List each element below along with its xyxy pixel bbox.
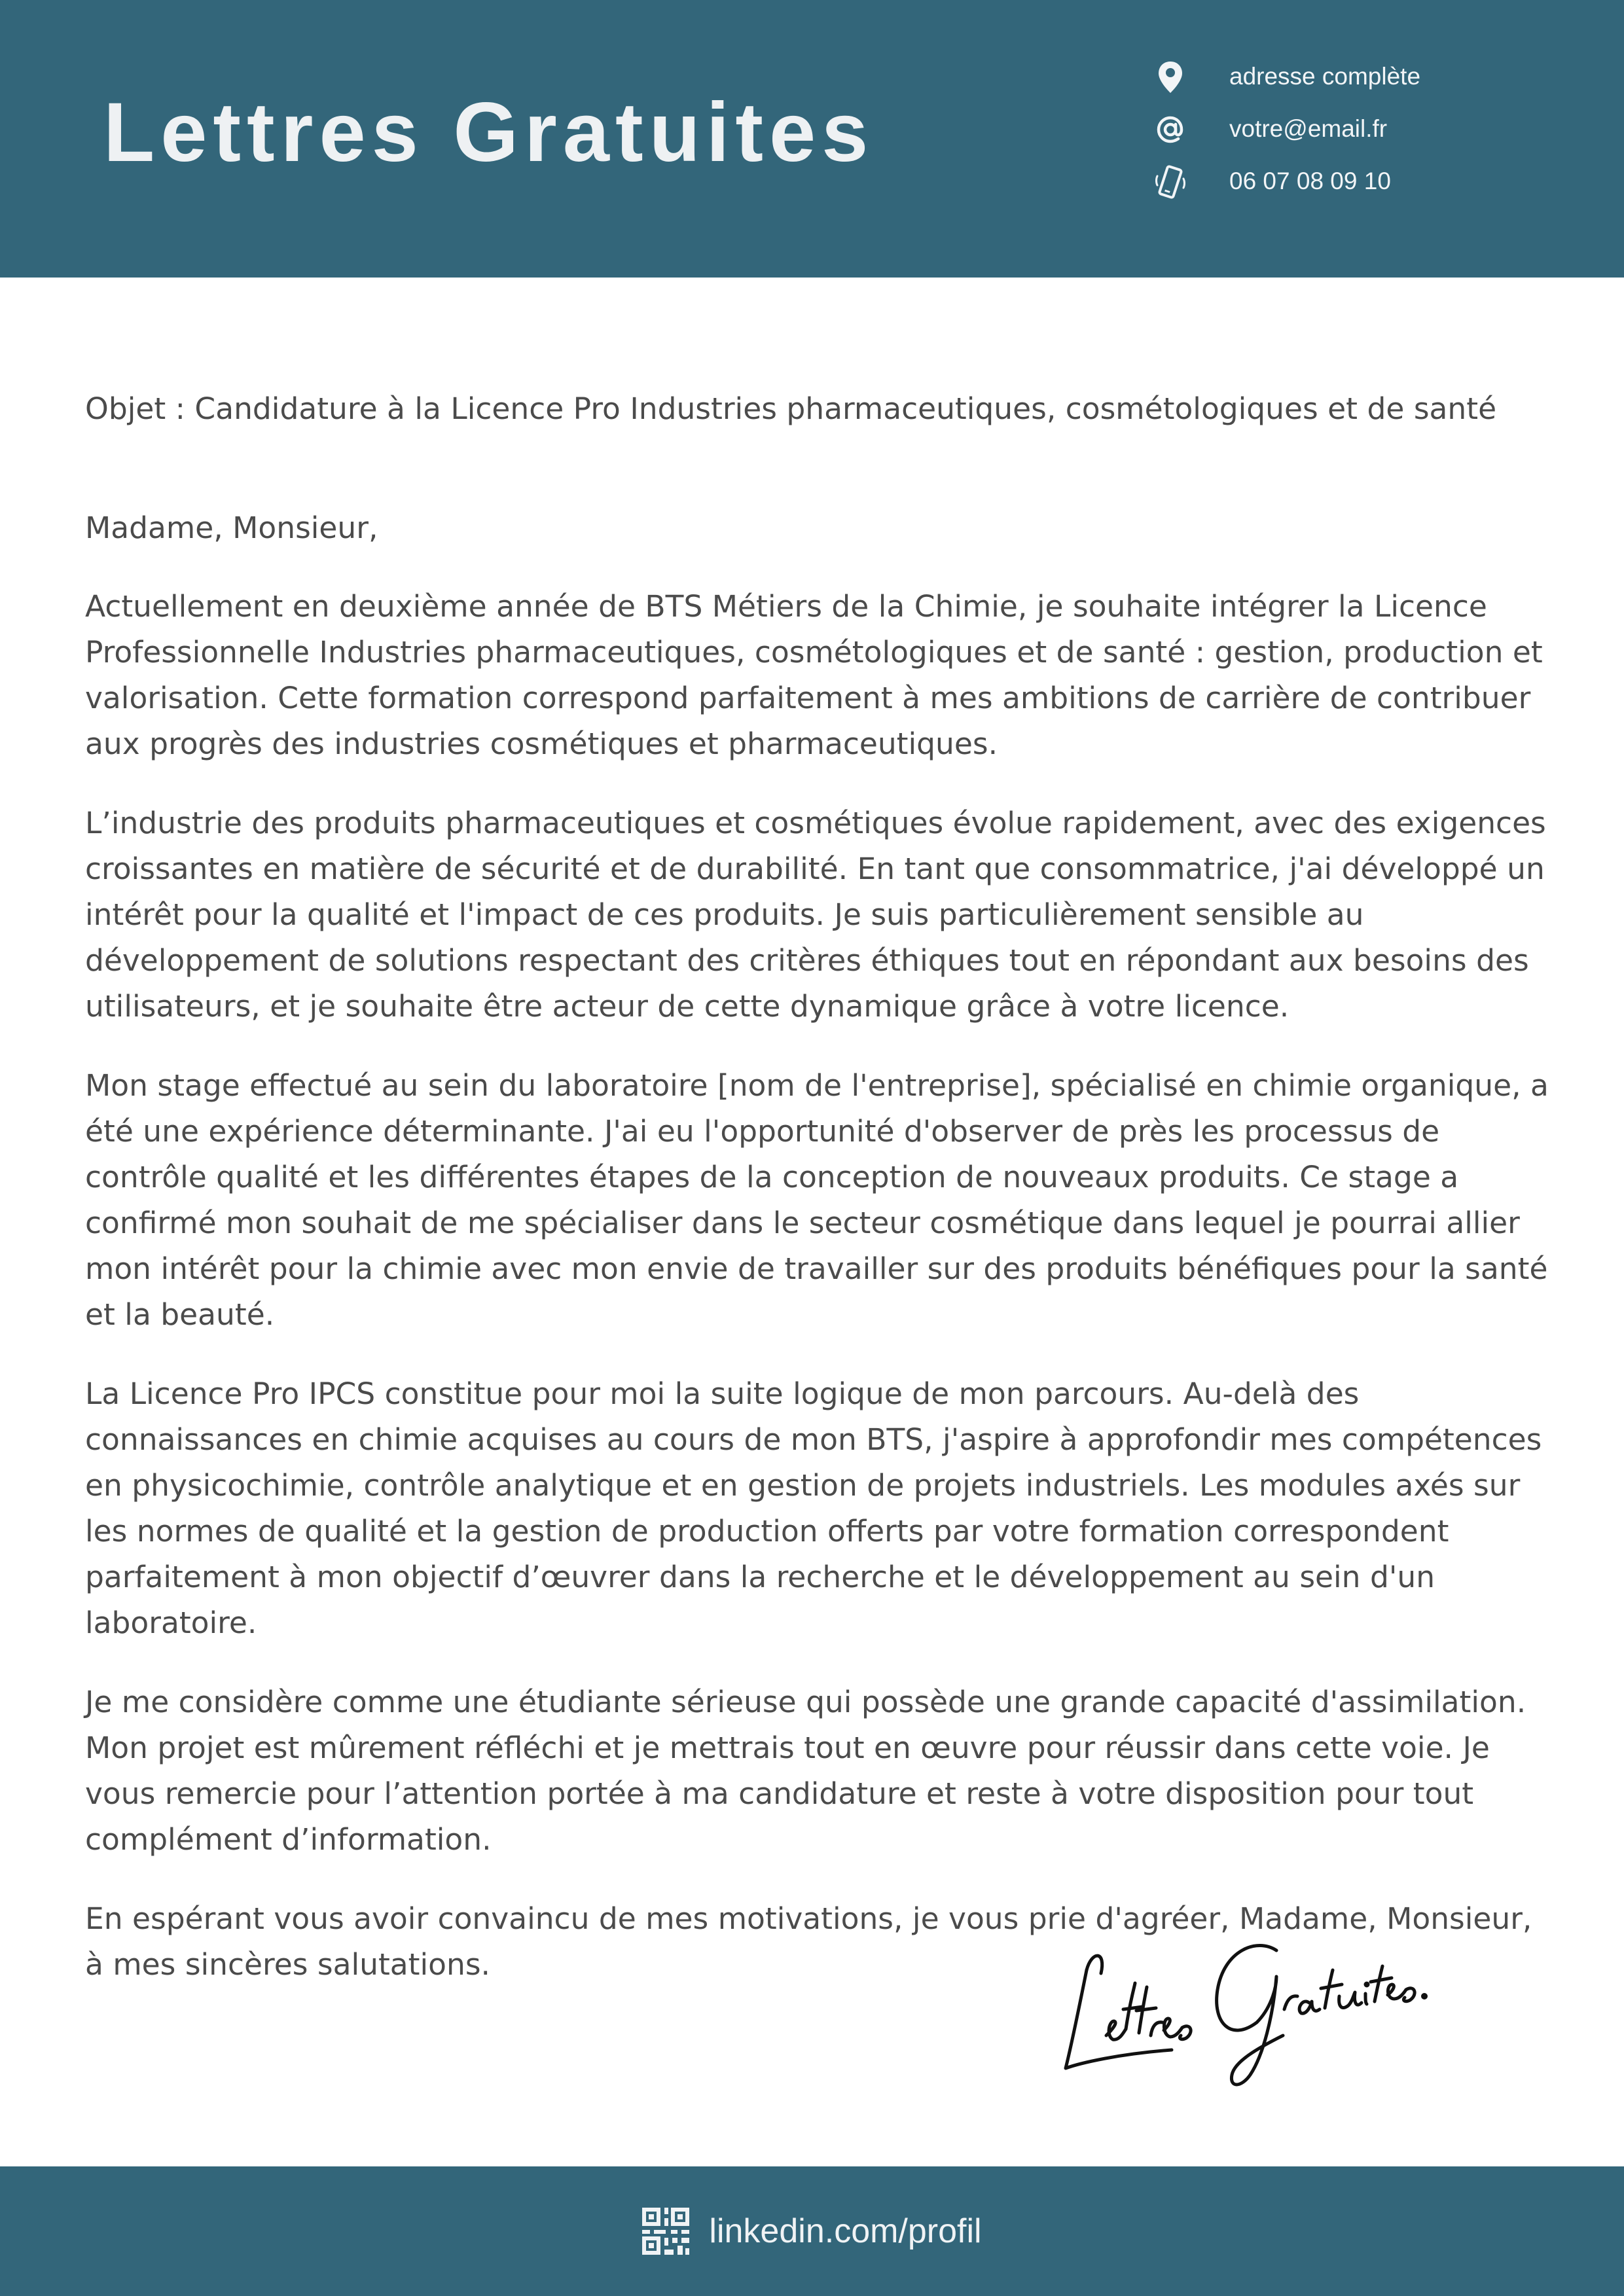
contact-row-email [1152,106,1597,158]
contact-row-phone [1152,158,1597,211]
phone-icon [1152,164,1189,200]
contact-email: votre@email.fr [1229,115,1388,142]
letter-paragraph-1: Actuellement en deuxième année de BTS Métiers de la Chimie, je souhaite intégrer la Licence Professionnelle Industries pharmaceutiques, cosmétologiques et de santé : gestion, production et valorisation. Cette formation correspond parfaitement à mes ambitions de carrière de contribuer aux progrès des industries cosmétiques et pharmaceutiques. [85,589,1543,761]
linkedin-link[interactable]: linkedin.com/profil [709,2212,982,2250]
letter-body [85,386,1551,2021]
footer-band [0,2166,1624,2296]
contact-row-address [1152,54,1597,106]
contact-phone: 06 07 08 09 10 [1229,168,1391,194]
qr-code-icon [642,2208,689,2255]
letter-paragraph-6: En espérant vous avoir convaincu de mes motivations, je vous prie d'agréer, Madame, Monsieur, à mes sincères salutations. [85,1901,1532,1982]
at-sign-icon [1152,111,1189,148]
letter-paragraph-2: L’industrie des produits pharmaceutiques et cosmétiques évolue rapidement, avec des exigences croissantes en matière de sécurité et de durabilité. En tant que consommatrice, j'ai développé un intérêt pour la qualité et l'impact de ces produits. Je suis particulièrement sensible au développement de solutions respectant des critères éthiques tout en répondant aux besoins des utilisateurs, et je souhaite être acteur de cette dynamique grâce à votre licence. [85,806,1546,1024]
brand-title: Lettres Gratuites [103,86,875,179]
contact-block [1152,54,1597,211]
letter-paragraph-3: Mon stage effectué au sein du laboratoire [nom de l'entreprise], spécialisé en chimie organique, a été une expérience déterminante. J'ai eu l'opportunité d'observer de près les processus de contrôle qualité et les différentes étapes de la conception de nouveaux produits. Ce stage a confirmé mon souhait de me spécialiser dans le secteur cosmétique dans lequel je pourrai allier mon intérêt pour la chimie avec mon envie de travailler sur des produits bénéfiques pour la santé et la beauté. [85,1068,1549,1332]
letter-paragraph-5: Je me considère comme une étudiante sérieuse qui possède une grande capacité d'assimilation. Mon projet est mûrement réfléchi et je mettrais tout en œuvre pour réussir dans cette voie. Je vous remercie pour l’attention portée à ma candidature et reste à votre disposition pour tout complément d’information. [85,1685,1526,1857]
location-pin-icon [1152,59,1189,96]
letter-salutation: Madame, Monsieur, [85,511,378,545]
letter-paragraph-4: La Licence Pro IPCS constitue pour moi la suite logique de mon parcours. Au-delà des connaissances en chimie acquises au cours de mon BTS, j'aspire à approfondir mes compétences en physicochimie, contrôle analytique et en gestion de projets industriels. Les modules axés sur les normes de qualité et la gestion de production offerts par votre formation correspondent parfaitement à mon objectif d’œuvrer dans la recherche et le développement au sein d'un laboratoire. [85,1376,1542,1640]
footer-content [0,2166,1624,2296]
letter-subject: Objet : Candidature à la Licence Pro Industries pharmaceutiques, cosmétologiques et de santé [85,391,1497,426]
header-band [0,0,1624,278]
handwritten-signature [1060,1911,1479,2101]
contact-address: adresse complète [1229,63,1421,90]
